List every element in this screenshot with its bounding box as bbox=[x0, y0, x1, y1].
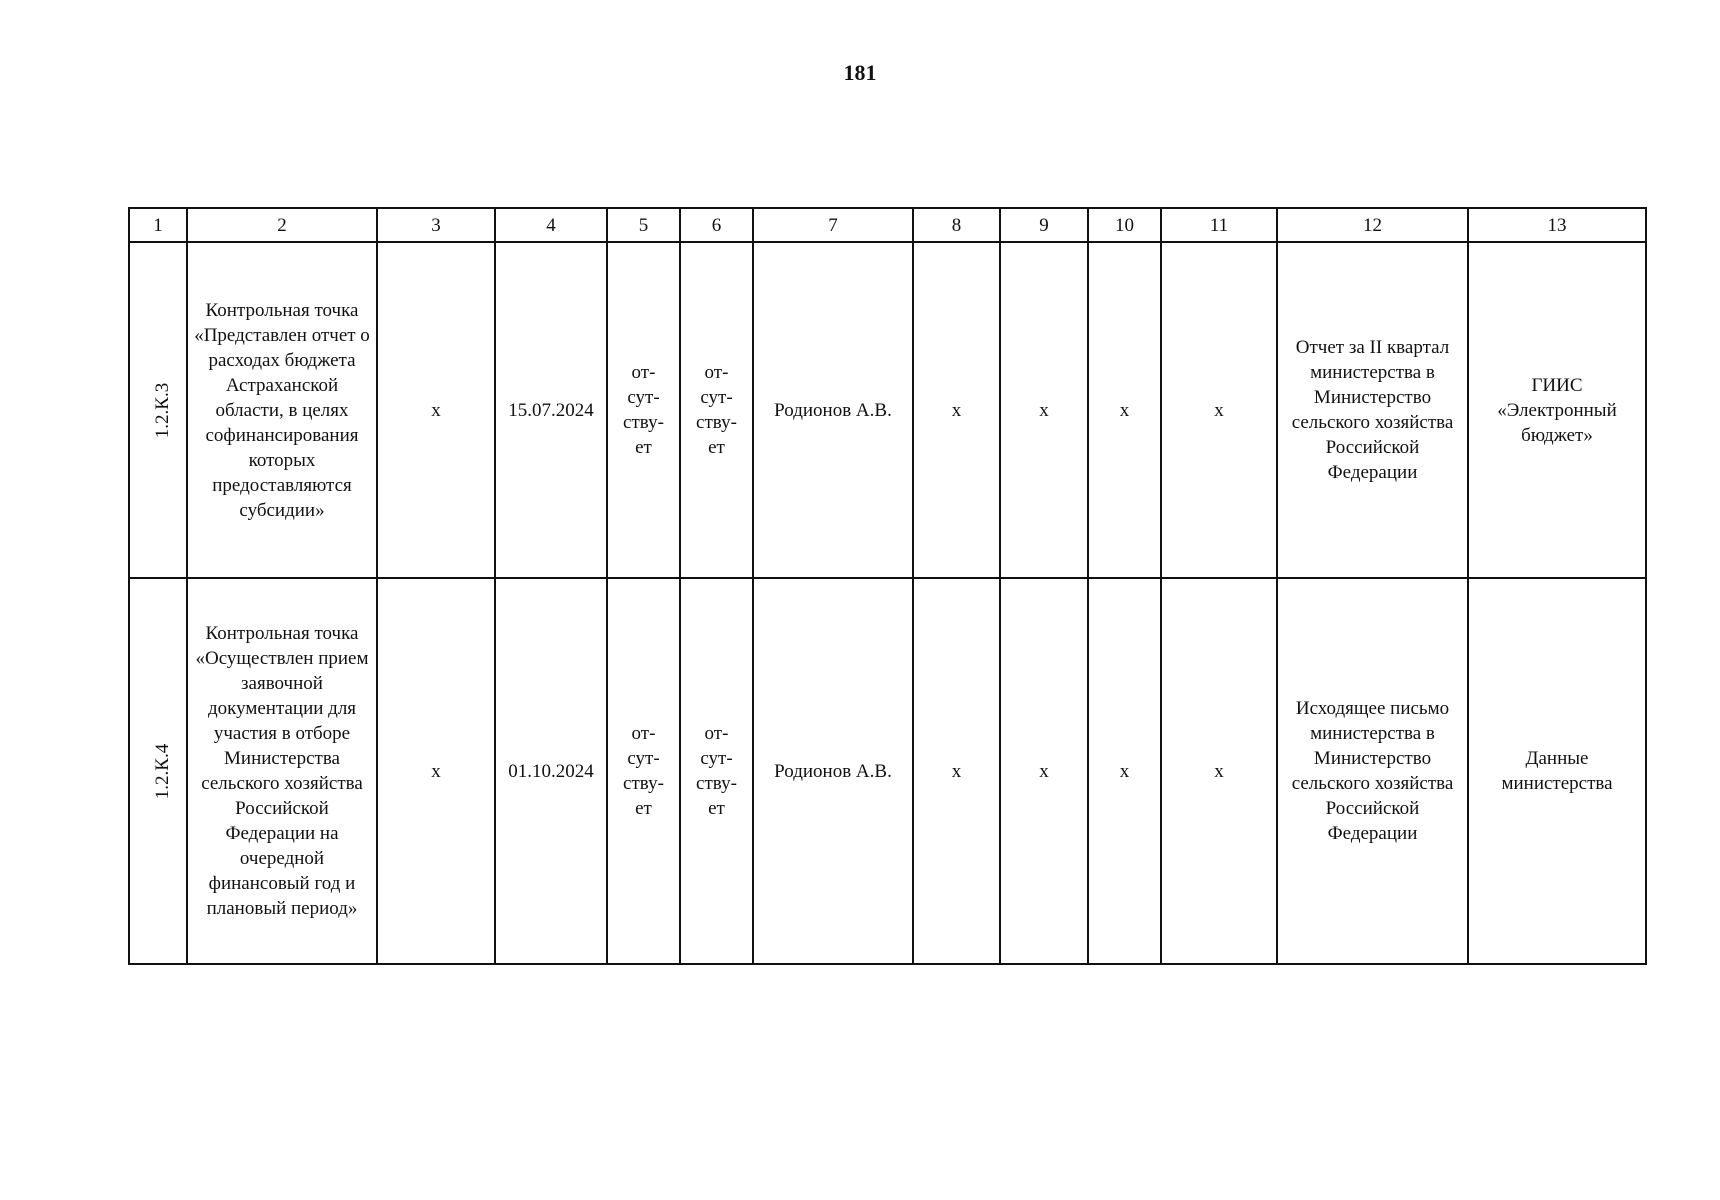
header-cell: 1 bbox=[129, 208, 187, 242]
row-id-cell bbox=[129, 242, 187, 578]
date-cell: 01.10.2024 bbox=[495, 578, 607, 964]
cell-col6: от- сут- ству- ет bbox=[680, 578, 753, 964]
header-cell: 7 bbox=[753, 208, 913, 242]
table-row bbox=[129, 578, 1646, 964]
document-cell: Отчет за II квартал министерства в Министерство сельского хозяйства Российской Федерации bbox=[1277, 242, 1468, 578]
document-cell: Исходящее письмо министерства в Министерство сельского хозяйства Российской Федерации bbox=[1277, 578, 1468, 964]
cell-col10: х bbox=[1088, 578, 1161, 964]
row-id: 1.2.К.3 bbox=[152, 382, 174, 438]
cell-col5: от- сут- ству- ет bbox=[607, 242, 680, 578]
cell-col8: х bbox=[913, 578, 1000, 964]
control-points-table bbox=[128, 207, 1647, 965]
header-cell: 4 bbox=[495, 208, 607, 242]
header-cell: 9 bbox=[1000, 208, 1088, 242]
cell-col3: х bbox=[377, 578, 495, 964]
header-cell: 8 bbox=[913, 208, 1000, 242]
source-cell: Данные министерства bbox=[1468, 578, 1646, 964]
header-cell: 5 bbox=[607, 208, 680, 242]
description-cell: Контрольная точка «Представлен отчет о расходах бюджета Астраханской области, в целях софинансирования которых предоставляются субсидии» bbox=[187, 242, 377, 578]
cell-col5: от- сут- ству- ет bbox=[607, 578, 680, 964]
header-cell: 13 bbox=[1468, 208, 1646, 242]
header-cell: 6 bbox=[680, 208, 753, 242]
cell-col9: х bbox=[1000, 578, 1088, 964]
header-cell: 10 bbox=[1088, 208, 1161, 242]
cell-col6: от- сут- ству- ет bbox=[680, 242, 753, 578]
cell-col8: х bbox=[913, 242, 1000, 578]
header-cell: 11 bbox=[1161, 208, 1277, 242]
source-cell: ГИИС «Электронный бюджет» bbox=[1468, 242, 1646, 578]
row-id-cell bbox=[129, 578, 187, 964]
header-cell: 2 bbox=[187, 208, 377, 242]
table-row bbox=[129, 242, 1646, 578]
cell-col11: х bbox=[1161, 242, 1277, 578]
responsible-cell: Родионов А.В. bbox=[753, 242, 913, 578]
header-cell: 3 bbox=[377, 208, 495, 242]
responsible-cell: Родионов А.В. bbox=[753, 578, 913, 964]
cell-col9: х bbox=[1000, 242, 1088, 578]
cell-col3: х bbox=[377, 242, 495, 578]
header-cell: 12 bbox=[1277, 208, 1468, 242]
date-cell: 15.07.2024 bbox=[495, 242, 607, 578]
row-id: 1.2.К.4 bbox=[152, 743, 174, 799]
cell-col10: х bbox=[1088, 242, 1161, 578]
page-number: 181 bbox=[843, 60, 877, 85]
cell-col11: х bbox=[1161, 578, 1277, 964]
header-row bbox=[129, 208, 1646, 242]
description-cell: Контрольная точка «Осуществлен прием заявочной документации для участия в отборе Министерства сельского хозяйства Российской Федерации на очередной финансовый год и плановый период» bbox=[187, 578, 377, 964]
